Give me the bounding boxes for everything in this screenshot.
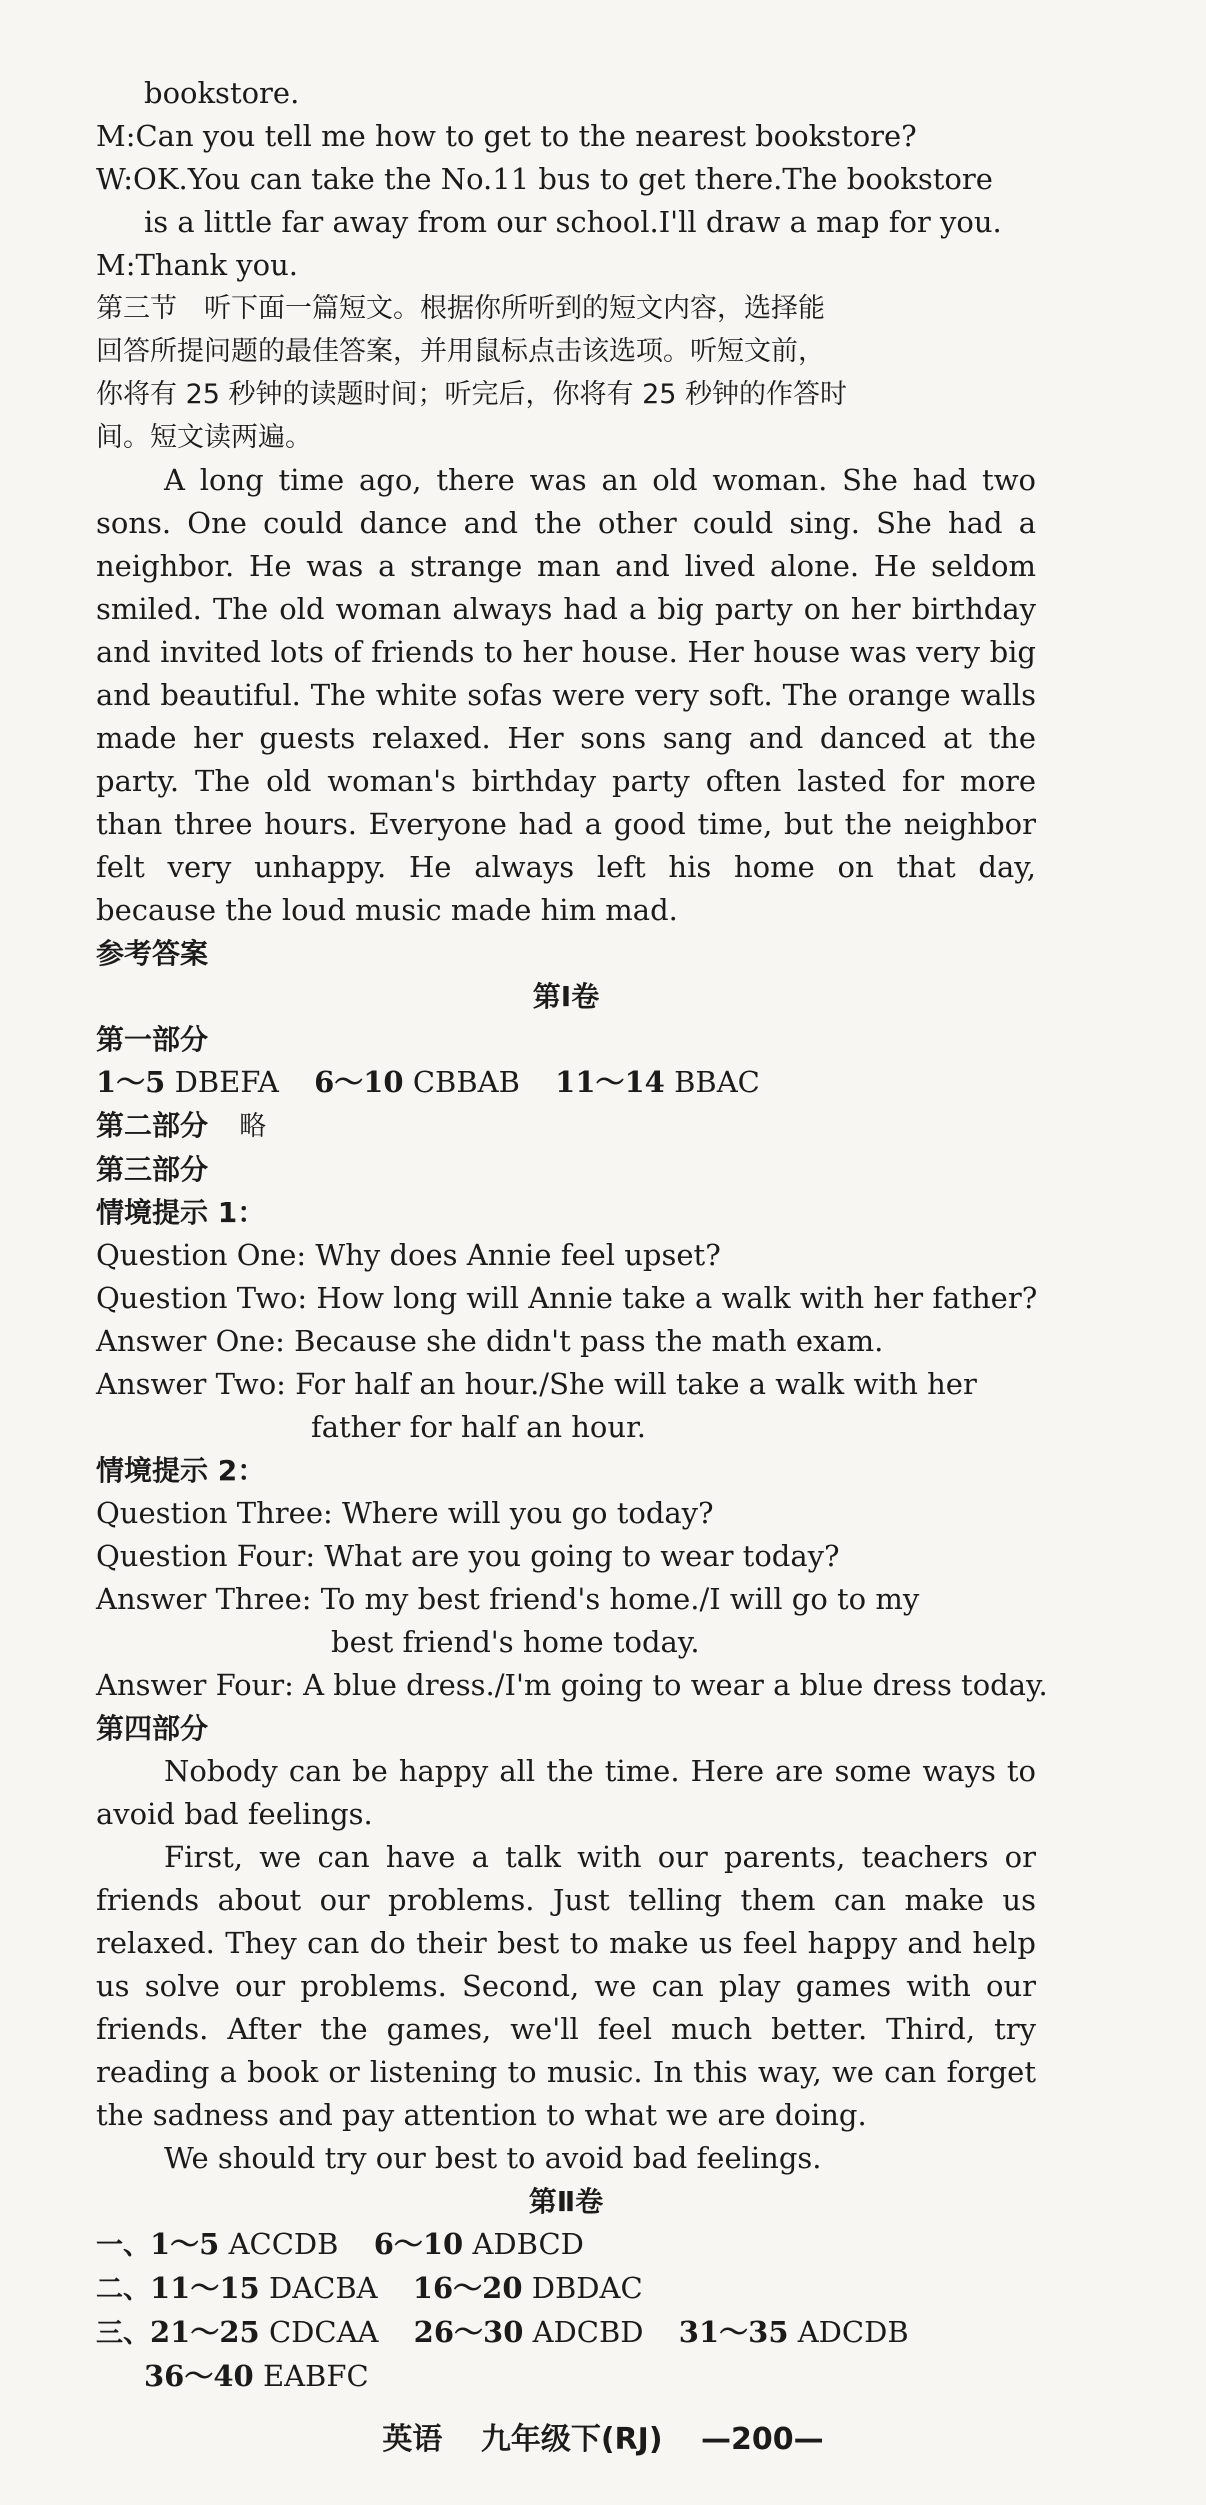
part-2-note: 略	[239, 1111, 267, 1142]
answer-range: 26～30	[413, 2315, 524, 2349]
answer-range: 1～5	[150, 2227, 220, 2261]
essay-line: First, we can have a talk with our parents, teachers or	[164, 1840, 1036, 1874]
page-footer	[0, 2418, 1206, 2461]
vol2-answers-row	[96, 2267, 1036, 2311]
essay-line: avoid bad feelings.	[96, 1797, 373, 1831]
passage-line: because the loud music made him mad.	[96, 893, 678, 927]
scene-line: Question Three: Where will you go today?	[96, 1496, 714, 1530]
passage-line: than three hours. Everyone had a good time, but the neighbor	[96, 807, 1036, 841]
passage-line: and invited lots of friends to her house. Her house was very big	[96, 635, 1036, 669]
part-1-title: 第一部分	[96, 1023, 209, 1056]
scene-line: Answer One: Because she didn't pass the math exam.	[96, 1324, 884, 1358]
instruction-line: 第三节 听下面一篇短文。根据你所听到的短文内容，选择能	[96, 293, 825, 324]
page-number: —200—	[700, 2422, 824, 2457]
part-3-title: 第三部分	[96, 1153, 209, 1186]
answer-prefix: 二、	[96, 2274, 150, 2305]
instruction-line: 你将有 25 秒钟的读题时间；听完后，你将有 25 秒钟的作答时	[96, 379, 848, 410]
answer-letters: ADBCD	[472, 2227, 584, 2261]
answer-letters: DACBA	[268, 2271, 378, 2305]
essay-line: We should try our best to avoid bad feelings.	[164, 2141, 822, 2175]
vol2-answers-row	[96, 2223, 1036, 2267]
dialogue-line: M:Can you tell me how to get to the nearest bookstore?	[96, 119, 917, 153]
vol2-answers-row	[96, 2311, 1036, 2355]
answer-prefix: 三、	[96, 2318, 150, 2349]
scene-line: Question Two: How long will Annie take a walk with her father?	[96, 1281, 1038, 1315]
answer-range: 11～14	[555, 1065, 665, 1099]
instruction-line: 间。短文读两遍。	[96, 422, 312, 453]
answer-range: 6～10	[314, 1065, 404, 1099]
answer-letters: ACCDB	[228, 2227, 339, 2261]
answer-letters: DBEFA	[174, 1065, 279, 1099]
passage-line: neighbor. He was a strange man and lived alone. He seldom	[96, 549, 1036, 583]
scene-line: father for half an hour.	[311, 1410, 646, 1444]
scene-line: Answer Four: A blue dress./I'm going to wear a blue dress today.	[96, 1668, 1048, 1702]
answer-letters: CDCAA	[268, 2315, 379, 2349]
dialogue-line: W:OK.You can take the No.11 bus to get there.The bookstore	[96, 162, 993, 196]
answer-range: 1～5	[96, 1065, 166, 1099]
essay-line: relaxed. They can do their best to make us feel happy and help	[96, 1926, 1036, 1960]
answer-range: 36～40	[144, 2359, 254, 2393]
vol2-answers-row	[96, 2355, 1036, 2398]
instruction-line: 回答所提问题的最佳答案，并用鼠标点击该选项。听短文前，	[96, 336, 825, 367]
scene-1-title: 情境提示 1：	[96, 1196, 266, 1229]
answer-range: 6～10	[373, 2227, 464, 2261]
answers-heading: 参考答案	[96, 937, 209, 970]
passage-line: A long time ago, there was an old woman. She had two	[164, 463, 1036, 497]
footer-grade: 九年级下(RJ)	[480, 2422, 663, 2457]
scene-line: Question One: Why does Annie feel upset?	[96, 1238, 721, 1272]
passage-line: felt very unhappy. He always left his home on that day,	[96, 850, 1036, 884]
essay-line: Nobody can be happy all the time. Here are some ways to	[164, 1754, 1036, 1788]
passage-line: party. The old woman's birthday party often lasted for more	[96, 764, 1036, 798]
scene-line: Answer Two: For half an hour./She will take a walk with her	[96, 1367, 977, 1401]
footer-subject: 英语	[382, 2422, 443, 2457]
passage-line: sons. One could dance and the other could sing. She had a	[96, 506, 1036, 540]
part-2-row	[96, 1104, 1036, 1148]
answer-letters: ADCBD	[532, 2315, 644, 2349]
answer-range: 21～25	[150, 2315, 260, 2349]
answer-letters: CBBAB	[412, 1065, 520, 1099]
passage-line: smiled. The old woman always had a big party on her birthday	[96, 592, 1036, 626]
answer-letters: ADCDB	[797, 2315, 909, 2349]
answer-prefix: 一、	[96, 2230, 150, 2261]
answer-range: 11～15	[150, 2271, 260, 2305]
scene-line: best friend's home today.	[331, 1625, 700, 1659]
part-4-title: 第四部分	[96, 1712, 209, 1745]
essay-line: the sadness and pay attention to what we are doing.	[96, 2098, 867, 2132]
essay-line: us solve our problems. Second, we can play games with our	[96, 1969, 1036, 2003]
part-1-answers	[96, 1061, 1036, 1104]
passage-line: and beautiful. The white sofas were very soft. The orange walls	[96, 678, 1036, 712]
answer-range: 16～20	[412, 2271, 523, 2305]
scene-line: Question Four: What are you going to wear today?	[96, 1539, 840, 1573]
dialogue-line: is a little far away from our school.I'll draw a map for you.	[144, 205, 1002, 239]
answer-letters: BBAC	[674, 1065, 760, 1099]
essay-line: friends about our problems. Just telling them can make us	[96, 1883, 1036, 1917]
part-2-title: 第二部分	[96, 1109, 209, 1142]
answer-letters: DBDAC	[531, 2271, 643, 2305]
dialogue-line: M:Thank you.	[96, 248, 298, 282]
dialogue-line: bookstore.	[144, 76, 300, 110]
scene-line: Answer Three: To my best friend's home./I will go to my	[96, 1582, 920, 1616]
answer-letters: EABFC	[262, 2359, 369, 2393]
essay-line: reading a book or listening to music. In this way, we can forget	[96, 2055, 1036, 2089]
answer-range: 31～35	[678, 2315, 789, 2349]
passage-line: made her guests relaxed. Her sons sang and danced at the	[96, 721, 1036, 755]
scene-2-title: 情境提示 2：	[96, 1454, 266, 1487]
volume-1-title: 第Ⅰ卷	[532, 980, 600, 1013]
essay-line: friends. After the games, we'll feel much better. Third, try	[96, 2012, 1036, 2046]
volume-2-title: 第Ⅱ卷	[528, 2185, 604, 2218]
